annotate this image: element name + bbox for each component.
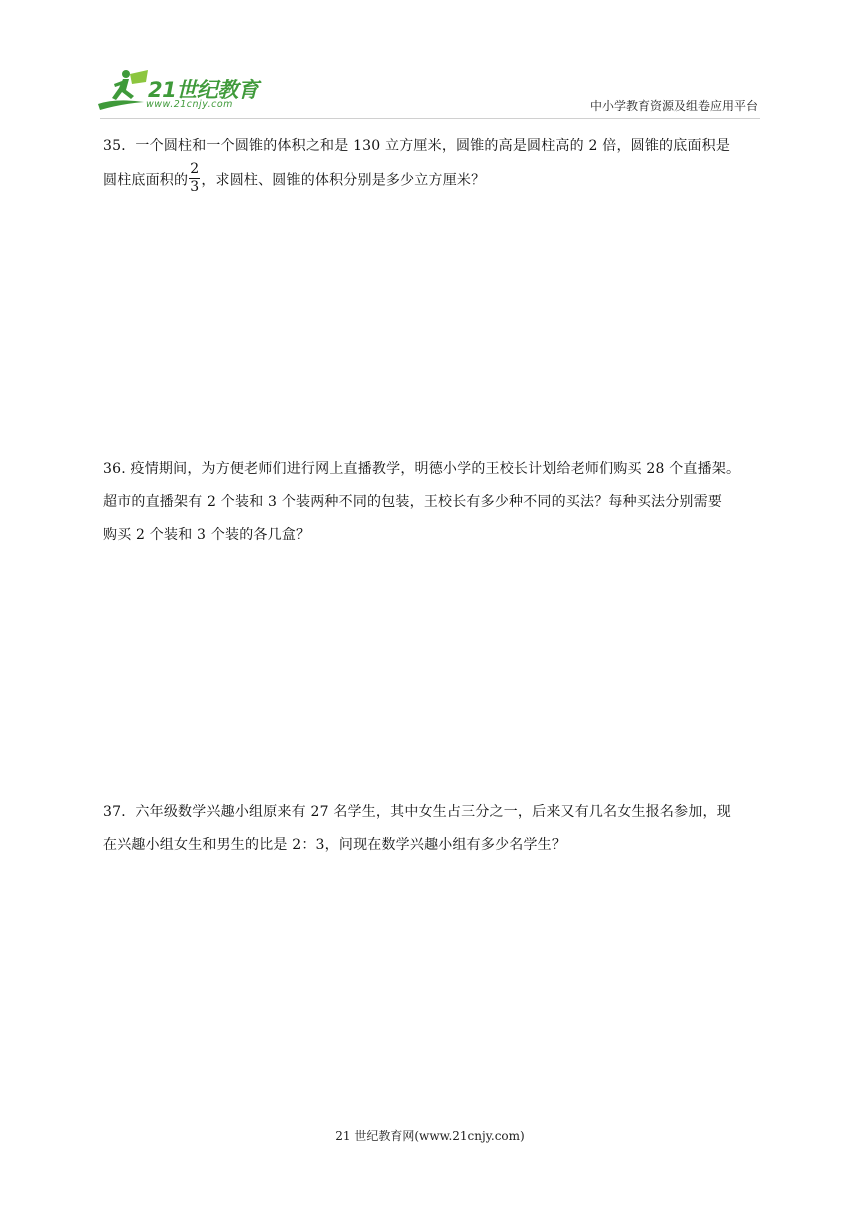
question-35-line-2: [103, 163, 763, 198]
fraction-two-thirds: [189, 161, 200, 196]
question-35-line-2-pre: 圆柱底面积的: [103, 172, 189, 189]
question-36-line-2: 超市的直播架有 2 个装和 3 个装两种不同的包装，王校长有多少种不同的买法？每种买法分别需要: [103, 494, 723, 510]
logo-url: www.21cnjy.com: [146, 99, 233, 110]
header-platform-label: 中小学教育资源及组卷应用平台: [589, 99, 758, 113]
fraction-numerator: 2: [190, 161, 200, 177]
question-37: [103, 796, 763, 862]
header-divider: [100, 118, 760, 119]
fraction-denominator: 3: [190, 179, 200, 195]
question-36-line-3: 购买 2 个装和 3 个装的各几盒？: [103, 527, 311, 543]
runner-icon: [96, 68, 152, 114]
question-36: [103, 453, 763, 552]
question-36-line-1: 36. 疫情期间，为方便老师们进行网上直播教学，明德小学的王校长计划给老师们购买 28 个直播架。: [103, 461, 741, 477]
logo: [96, 68, 266, 116]
question-35-line-1: 35．一个圆柱和一个圆锥的体积之和是 130 立方厘米，圆锥的高是圆柱高的 2 倍，圆锥的底面积是: [103, 138, 731, 154]
logo-text: 21世纪教育: [148, 78, 259, 102]
page-footer: 21 世纪教育网(www.21cnjy.com): [335, 1129, 525, 1143]
question-37-line-1: 37．六年级数学兴趣小组原来有 27 名学生，其中女生占三分之一，后来又有几名女生报名参加，现: [103, 804, 731, 820]
question-35-line-2-post: ，求圆柱、圆锥的体积分别是多少立方厘米？: [201, 172, 486, 189]
page-header: [0, 0, 860, 120]
question-35: [103, 130, 763, 198]
question-37-line-2: 在兴趣小组女生和男生的比是 2：3，问现在数学兴趣小组有多少名学生？: [103, 837, 567, 853]
